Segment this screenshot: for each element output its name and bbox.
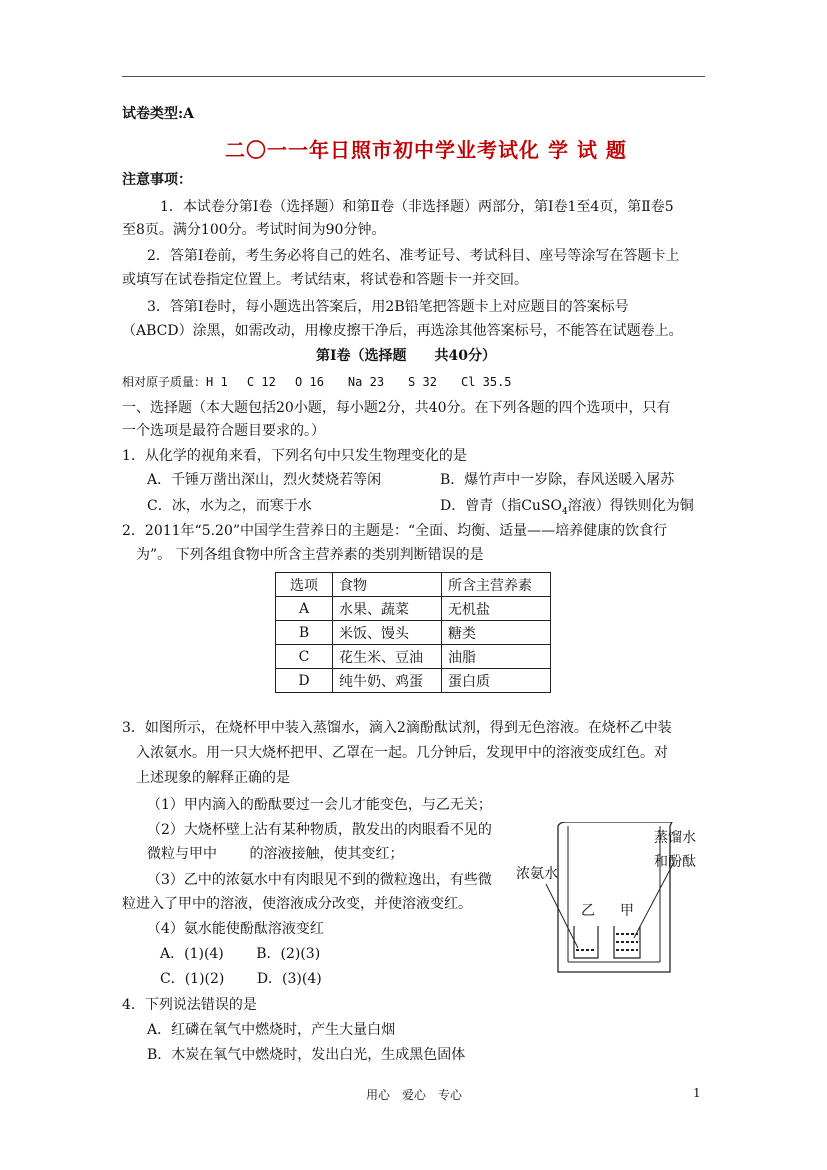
q1-option-d-sub: 4 bbox=[562, 506, 568, 517]
table-row bbox=[276, 597, 551, 621]
q3-statement-4: （4）氨水能使酚酞溶液变红 bbox=[147, 921, 324, 937]
page-title: 二〇一一年日照市初中学业考试化 学 试 题 bbox=[225, 138, 627, 162]
atomic-masses: 相对原子质量：H 1 C 12 O 16 Na 23 S 32 Cl 35.5 bbox=[122, 375, 512, 389]
q3-options-cd: C．(1)(2) D．(3)(4) bbox=[160, 971, 322, 987]
fig-label-distilled-2: 和酚酞 bbox=[654, 854, 696, 870]
beaker-yi bbox=[574, 926, 598, 958]
leader-line-ammonia bbox=[546, 884, 578, 948]
table-cell: 蛋白质 bbox=[442, 669, 551, 693]
paper-type: 试卷类型:A bbox=[122, 106, 195, 122]
table-cell: 无机盐 bbox=[442, 597, 551, 621]
fig-label-distilled-1: 蒸馏水 bbox=[654, 830, 696, 846]
table-cell: 糖类 bbox=[442, 621, 551, 645]
q3-stem-line-3: 上述现象的解释正确的是 bbox=[136, 770, 290, 786]
table-cell: 纯牛奶、鸡蛋 bbox=[333, 669, 442, 693]
table-cell: 米饭、馒头 bbox=[333, 621, 442, 645]
q1-option-d bbox=[440, 496, 694, 522]
page-number: 1 bbox=[693, 1086, 701, 1100]
q2-stem-line-1: 2．2011年“5.20”中国学生营养日的主题是：“全面、均衡、适量——培养健康的饮食行 bbox=[122, 523, 668, 539]
header-rule bbox=[122, 76, 705, 77]
notice-1-line-2: 至8页。满分100分。考试时间为90分钟。 bbox=[122, 222, 386, 238]
table-cell: C bbox=[276, 645, 333, 669]
notice-2-line-2: 或填写在试卷指定位置上。考试结束，将试卷和答题卡一并交回。 bbox=[122, 272, 528, 288]
fig-label-ammonia: 浓氨水 bbox=[516, 866, 558, 882]
q3-stem-line-1: 3．如图所示，在烧杯甲中装入蒸馏水，滴入2滴酚酞试剂，得到无色溶液。在烧杯乙中装 bbox=[122, 720, 672, 736]
table-cell: 油脂 bbox=[442, 645, 551, 669]
table-cell: 花生米、豆油 bbox=[333, 645, 442, 669]
table-cell: A bbox=[276, 597, 333, 621]
table-cell: 水果、蔬菜 bbox=[333, 597, 442, 621]
q1-option-d-post: 溶液）得铁则化为铜 bbox=[567, 498, 694, 514]
q3-options-ab: A．(1)(4) B．(2)(3) bbox=[160, 946, 321, 962]
table-row bbox=[276, 621, 551, 645]
q3-statement-1: （1）甲内滴入的酚酞要过一会儿才能变色，与乙无关； bbox=[147, 797, 492, 813]
part1-line-1: 一、选择题（本大题包括20小题，每小题2分，共40分。在下列各题的四个选项中，只有 bbox=[122, 400, 671, 416]
fig-label-jia: 甲 bbox=[620, 903, 634, 919]
table-header-cell: 选项 bbox=[276, 573, 333, 597]
table-cell: D bbox=[276, 669, 333, 693]
q3-statement-3-line-1: （3）乙中的浓氨水中有肉眼见不到的微粒逸出，有些微 bbox=[147, 872, 492, 888]
q4-option-a: A．红磷在氧气中燃烧时，产生大量白烟 bbox=[147, 1022, 396, 1038]
part1-line-2: 一个选项是最符合题目要求的。） bbox=[122, 423, 325, 439]
table-header-row bbox=[276, 573, 551, 597]
table-header-cell: 食物 bbox=[333, 573, 442, 597]
notice-heading: 注意事项： bbox=[122, 172, 192, 188]
q1-option-d-pre: D．曾青（指CuSO bbox=[440, 498, 563, 514]
section-title: 第Ⅰ卷（选择题 共40分） bbox=[316, 348, 497, 364]
q1-option-a: A．千锤万凿出深山，烈火焚烧若等闲 bbox=[147, 472, 382, 488]
q1-stem: 1．从化学的视角来看，下列名句中只发生物理变化的是 bbox=[122, 448, 467, 464]
q3-statement-3-line-2: 粒进入了甲中的溶液，使溶液成分改变，并使溶液变红。 bbox=[122, 896, 472, 912]
nutrient-table bbox=[275, 572, 551, 693]
fig-label-yi: 乙 bbox=[581, 903, 595, 919]
notice-2-line-1: 2．答第Ⅰ卷前，考生务必将自己的姓名、准考证号、考试科目、座号等涂写在答题卡上 bbox=[147, 248, 680, 264]
notice-3-line-2: （ABCD）涂黑，如需改动，用橡皮擦干净后，再选涂其他答案标号，不能答在试题卷上。 bbox=[122, 323, 683, 339]
q4-option-b: B．木炭在氧气中燃烧时，发出白光，生成黑色固体 bbox=[147, 1047, 466, 1063]
q1-option-b: B．爆竹声中一岁除，春风送暖入屠苏 bbox=[440, 472, 675, 488]
leader-line-distilled bbox=[634, 862, 674, 938]
q2-stem-line-2: 为”。 下列各组食物中所含主营养素的类别判断错误的是 bbox=[136, 547, 484, 563]
q3-statement-2-line-1: （2）大烧杯壁上沾有某种物质，散发出的肉眼看不见的 bbox=[147, 822, 492, 838]
footer-motto: 用心 爱心 专心 bbox=[366, 1088, 463, 1102]
notice-1-line-1: 1．本试卷分第Ⅰ卷（选择题）和第Ⅱ卷（非选择题）两部分，第Ⅰ卷1至4页，第Ⅱ卷5 bbox=[160, 199, 674, 215]
table-header-cell: 所含主营养素 bbox=[442, 573, 551, 597]
q4-stem: 4．下列说法错误的是 bbox=[122, 997, 257, 1013]
q1-option-c: C．冰，水为之，而寒于水 bbox=[147, 498, 312, 514]
table-row bbox=[276, 669, 551, 693]
q3-statement-2-line-2: 微粒与甲中 的溶液接触，使其变红； bbox=[147, 846, 404, 862]
table-cell: B bbox=[276, 621, 333, 645]
table-row bbox=[276, 645, 551, 669]
q3-stem-line-2: 入浓氨水。用一只大烧杯把甲、乙罩在一起。几分钟后，发现甲中的溶液变成红色。对 bbox=[136, 745, 668, 761]
notice-3-line-1: 3．答第Ⅰ卷时，每小题选出答案后，用2B铅笔把答题卡上对应题目的答案标号 bbox=[147, 299, 629, 315]
